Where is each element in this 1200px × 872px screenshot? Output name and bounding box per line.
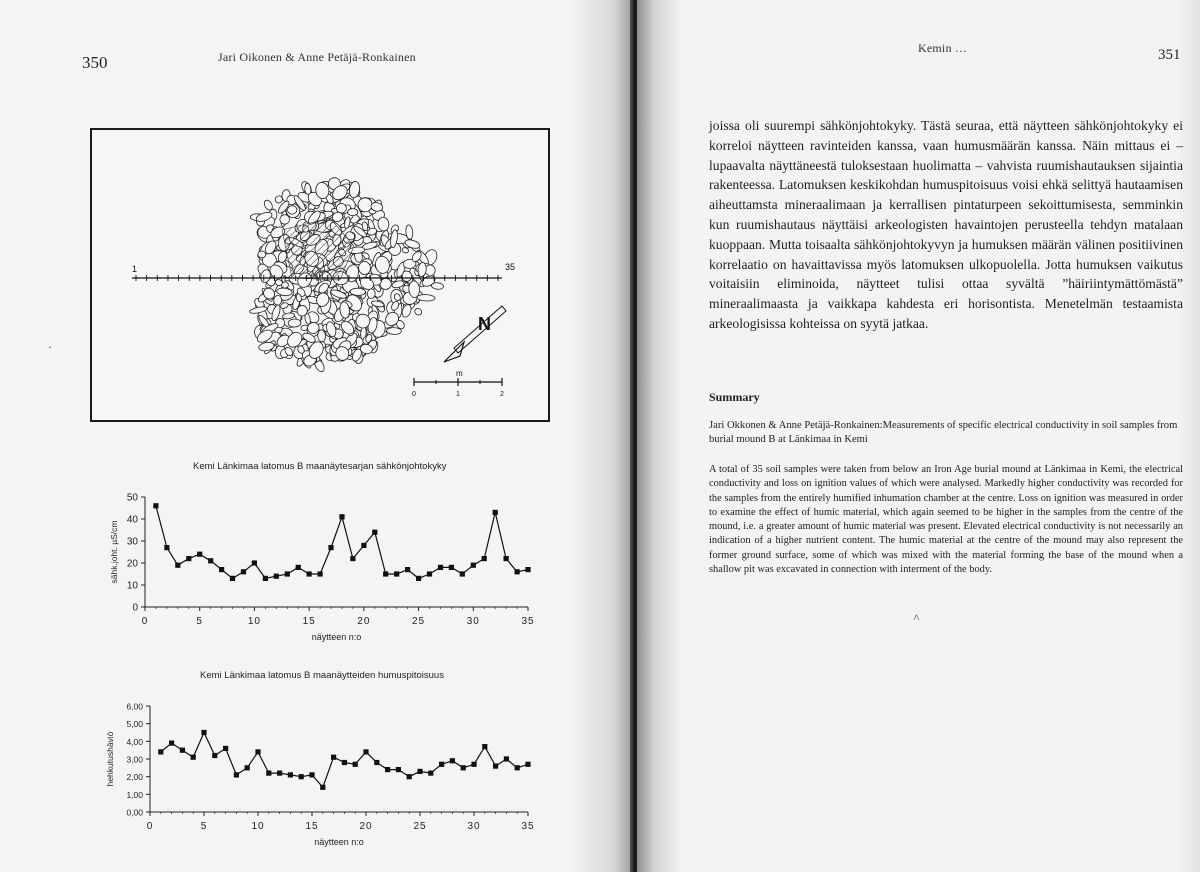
running-head-left: Jari Oikonen & Anne Petäjä-Ronkainen xyxy=(218,50,416,64)
data-point xyxy=(320,785,325,790)
x-tick-label: 15 xyxy=(302,616,316,627)
transect-end-label: 35 xyxy=(505,262,516,272)
data-point xyxy=(212,753,217,758)
data-point xyxy=(363,749,368,754)
data-point xyxy=(169,741,174,746)
data-point xyxy=(361,543,366,548)
y-tick-label: 2,00 xyxy=(126,772,143,783)
stone xyxy=(358,261,370,275)
data-point xyxy=(482,744,487,749)
data-point xyxy=(394,571,399,576)
x-tick-label: 30 xyxy=(466,616,480,627)
data-point xyxy=(482,556,487,561)
data-point xyxy=(339,514,344,519)
y-tick-label: 40 xyxy=(126,514,138,526)
conductivity-chart-title: Kemi Länkimaa latomus B maanäytesarjan sähkönjohtokyky xyxy=(193,461,447,472)
data-point xyxy=(525,762,530,767)
x-tick-label: 5 xyxy=(200,821,208,832)
data-point xyxy=(396,767,401,772)
scale-unit-label: m xyxy=(456,369,463,378)
data-point xyxy=(471,563,476,568)
data-point xyxy=(208,558,213,563)
data-point xyxy=(439,762,444,767)
data-point xyxy=(515,569,520,574)
humus-chart xyxy=(95,695,545,860)
x-tick-label: 0 xyxy=(141,616,149,627)
x-tick-label: 0 xyxy=(146,821,154,832)
running-head-right: Kemin … xyxy=(918,41,968,55)
transect-start-label: 1 xyxy=(132,264,138,274)
data-point xyxy=(230,576,235,581)
x-axis-label: näytteen n:o xyxy=(311,632,362,642)
y-axis-label: hehkutushäviö xyxy=(105,731,115,787)
data-point xyxy=(331,755,336,760)
data-point xyxy=(374,760,379,765)
x-tick-label: 10 xyxy=(247,616,261,627)
data-point xyxy=(416,576,421,581)
north-label: N xyxy=(478,314,491,334)
body-paragraph-text: joissa oli suurempi sähkönjohtokyky. Tästä seuraa, että näytteen sähkönjohtokyky ei korreloi näytteen ravinteiden kanssa, vaan humusmäärän kanssa. Näin mittaus ei – lupaavalta näyttäneestä tuloksestaan huolimatta – vahvista ruumishautauksen sijaintia rakenteessa. Latomuksen keskikohdan humuspitoisuus voisi ehkä selittyä hautaamisen aiheuttamsta mineraalimaan ja kerrallisen pintaturpeen sekoittumisesta, semminkin kun ruumishautaus näyttäisi arkeologisten havaintojen perusteella tehdyn matalaan kuoppaan. Mutta toisaalta sähkönjohtokyvyn ja humuksen määrän välinen positiivinen korrelaatio on havaittavissa myös latomuksen ulkopuolella. Jotta humuksen vaikutus voitaisiin eliminoida, näytteet tulisi ottaa syvältä ”häiriintymättömästä” mineraalimaasta ja vaikkapa kahdesta eri horisontista. Menetelmän testaamista arkeologisissa kohteissa on syytä jatkaa. xyxy=(709,118,1183,331)
data-point xyxy=(493,764,498,769)
data-point xyxy=(450,758,455,763)
y-tick-label: 0,00 xyxy=(126,807,143,818)
y-axis-label: sähk.joht. µS/cm xyxy=(109,520,119,584)
data-point xyxy=(285,571,290,576)
y-tick-label: 3,00 xyxy=(126,754,143,765)
data-point xyxy=(417,769,422,774)
y-tick-label: 10 xyxy=(126,580,138,592)
data-point xyxy=(504,556,509,561)
x-tick-label: 20 xyxy=(357,616,371,627)
x-tick-label: 35 xyxy=(521,616,535,627)
x-axis-label: näytteen n:o xyxy=(314,837,364,847)
data-point xyxy=(309,772,314,777)
scale-tick-1: 1 xyxy=(456,391,460,398)
data-point xyxy=(515,765,520,770)
data-point xyxy=(385,767,390,772)
mound-plan-drawing xyxy=(92,130,548,420)
north-arrow-icon xyxy=(444,306,506,362)
data-point xyxy=(241,569,246,574)
x-tick-label: 25 xyxy=(412,616,426,627)
x-tick-label: 25 xyxy=(413,821,427,832)
data-point xyxy=(493,510,498,515)
stone xyxy=(287,205,297,214)
summary-heading: Summary xyxy=(709,390,760,404)
data-point xyxy=(201,730,206,735)
data-point xyxy=(277,771,282,776)
data-point xyxy=(252,560,257,565)
data-point xyxy=(350,556,355,561)
body-paragraph xyxy=(709,116,1183,334)
y-tick-label: 20 xyxy=(126,558,138,570)
x-tick-label: 35 xyxy=(521,821,535,832)
data-point xyxy=(158,749,163,754)
data-point xyxy=(318,571,323,576)
data-point xyxy=(504,756,509,761)
data-point xyxy=(263,576,268,581)
stone xyxy=(413,307,422,316)
y-tick-label: 30 xyxy=(126,536,138,548)
data-point xyxy=(372,530,377,535)
y-tick-label: 6,00 xyxy=(126,701,143,712)
data-point xyxy=(461,765,466,770)
data-point xyxy=(197,552,202,557)
data-point xyxy=(407,774,412,779)
speck-mark: · xyxy=(48,340,52,354)
data-point xyxy=(525,567,530,572)
data-point xyxy=(164,545,169,550)
data-point xyxy=(353,762,358,767)
data-point xyxy=(191,755,196,760)
humus-chart-title: Kemi Länkimaa latomus B maanäytteiden humuspitoisuus xyxy=(200,670,444,681)
data-point xyxy=(255,749,260,754)
scale-bar xyxy=(414,378,502,386)
data-point xyxy=(460,571,465,576)
data-point xyxy=(153,503,158,508)
data-point xyxy=(296,565,301,570)
stone xyxy=(367,289,375,299)
data-point xyxy=(175,563,180,568)
data-point xyxy=(223,746,228,751)
y-tick-label: 0 xyxy=(132,602,138,614)
page-number-right: 351 xyxy=(1158,47,1181,63)
stone-cluster xyxy=(249,176,444,373)
y-tick-label: 4,00 xyxy=(126,736,143,747)
data-point xyxy=(180,748,185,753)
data-point xyxy=(245,765,250,770)
stone xyxy=(350,288,365,295)
data-point xyxy=(266,771,271,776)
data-point xyxy=(438,565,443,570)
stone xyxy=(288,319,301,327)
x-tick-label: 10 xyxy=(251,821,265,832)
data-point xyxy=(427,571,432,576)
x-tick-label: 15 xyxy=(305,821,319,832)
stone xyxy=(258,251,266,258)
data-point xyxy=(186,556,191,561)
y-tick-label: 5,00 xyxy=(126,719,143,730)
speck-mark-right: ˄ xyxy=(913,610,920,624)
data-point xyxy=(299,774,304,779)
conductivity-chart xyxy=(95,485,545,645)
data-point xyxy=(428,771,433,776)
data-point xyxy=(405,567,410,572)
burial-mound-map xyxy=(90,128,550,422)
stone xyxy=(358,197,373,212)
scale-tick-2: 2 xyxy=(500,391,504,398)
y-tick-label: 1,00 xyxy=(126,789,143,800)
page-number-left: 350 xyxy=(82,53,108,72)
data-point xyxy=(307,571,312,576)
summary-authors-line: Jari Okkonen & Anne Petäjä-Ronkainen:Measurements of specific electrical conductivity in soil samples from burial mound B at Länkimaa in Kemi xyxy=(709,420,1178,445)
stone xyxy=(282,282,289,288)
x-tick-label: 20 xyxy=(359,821,373,832)
summary-body-text: A total of 35 soil samples were taken from below an Iron Age burial mound at Länkimaa in Kemi, the electrical conductivity and loss on ignition values of which were analysed. Markedly higher conductivity was recorded for the samples from the entirely humified inhumation chamber at the centre. Loss on ignition was measured in order to examine the effect of humic material, which again seemed to be higher in the samples from the centre of the mound, i.e. a greater amount of humic material was present. Elevated electrical conductivity is not necessarily an indication of a higher nutrient content. The humic material at the centre of the mound may also represent the former ground surface, some of which was mixed with the material forming the base of the mound when a shallow pit was excavated in connection with interment of the body. xyxy=(709,464,1183,576)
data-point xyxy=(342,760,347,765)
data-point xyxy=(274,574,279,579)
data-point xyxy=(234,772,239,777)
data-point xyxy=(328,545,333,550)
x-tick-label: 5 xyxy=(196,616,203,627)
data-point xyxy=(383,571,388,576)
data-point xyxy=(471,762,476,767)
y-tick-label: 50 xyxy=(126,492,138,504)
scale-tick-0: 0 xyxy=(412,391,416,398)
x-tick-label: 30 xyxy=(467,821,481,832)
stone xyxy=(348,209,358,216)
data-point xyxy=(288,772,293,777)
data-point xyxy=(219,567,224,572)
data-point xyxy=(449,565,454,570)
